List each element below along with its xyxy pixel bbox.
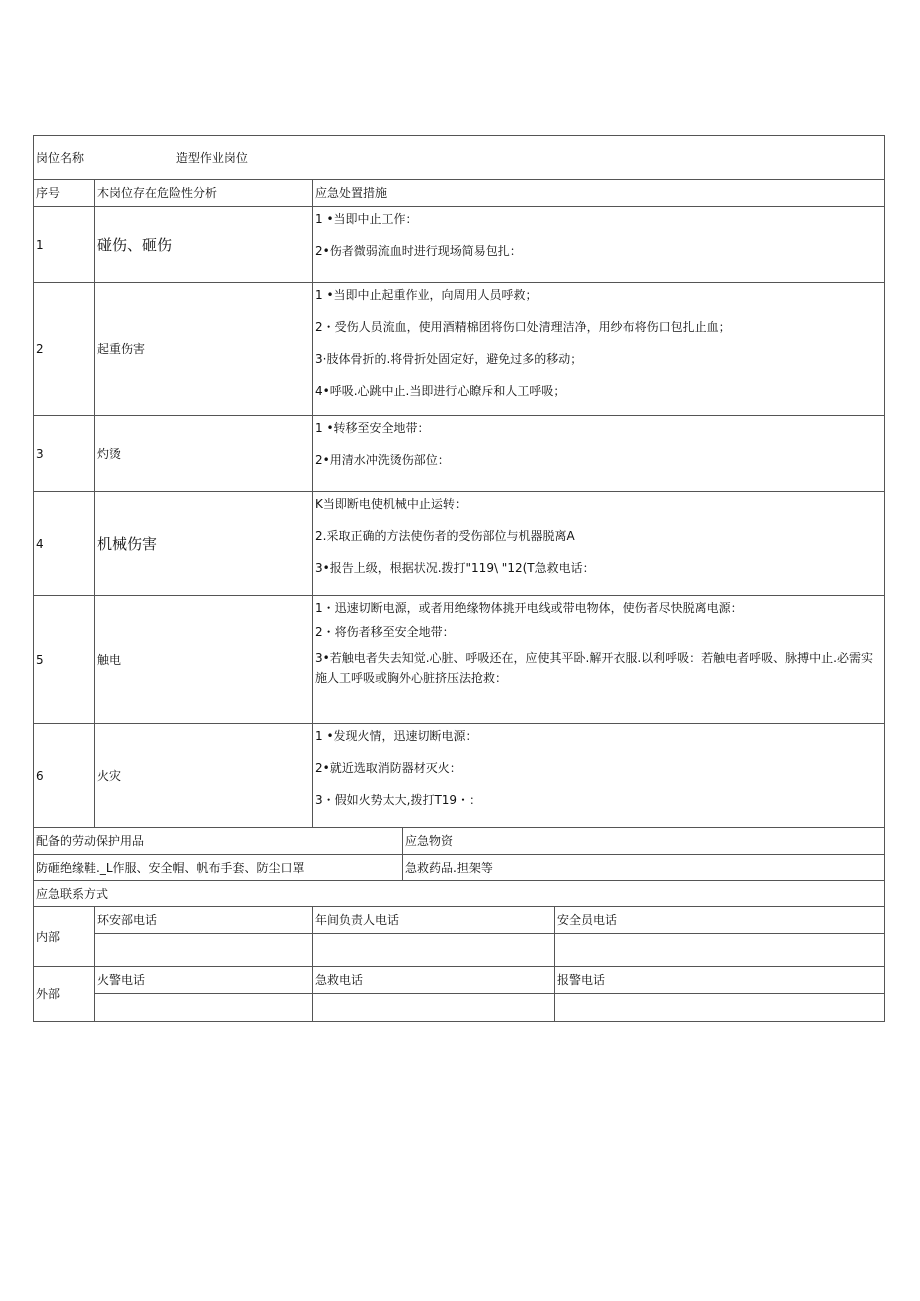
post-row	[34, 136, 885, 180]
measure-item: 2・受伤人员流血，使用酒精棉团将伤口处清理洁净，用纱布将伤口包扎止血；	[315, 320, 731, 334]
measure-item: 3•报告上级，根据状况.拨打"119\ "12(T急救电话：	[315, 561, 595, 575]
post-value: 造型作业岗位	[175, 150, 248, 165]
measure-item: 2•伤者微弱流血时进行现场简易包扎：	[315, 244, 522, 258]
resources-label-row	[34, 828, 885, 855]
hazard-header: 木岗位存在危险性分析	[95, 180, 313, 207]
measure-item: 1 •发现火情，迅速切断电源：	[315, 729, 478, 743]
emergency-table	[33, 135, 885, 1022]
measure-item: 2•就近选取消防器材灭火：	[315, 761, 462, 775]
row-hazard: 起重伤害	[95, 283, 313, 416]
ppe-label: 配备的劳动保护用品	[34, 828, 403, 855]
external-contacts-row	[34, 967, 885, 994]
contacts-title: 应急联系方式	[34, 881, 885, 907]
supplies-value: 急救药品.担架等	[403, 855, 885, 881]
row-measures	[313, 724, 885, 828]
row-seq: 2	[34, 283, 95, 416]
row-seq: 4	[34, 492, 95, 596]
contact-value-cell	[313, 934, 555, 967]
contact-col-label: 环安部电话	[95, 907, 313, 934]
measure-item: 1 •转移至安全地带：	[315, 421, 430, 435]
contact-value-cell	[555, 994, 885, 1022]
contact-col-label: 年间负责人电话	[313, 907, 555, 934]
internal-values-row	[34, 934, 885, 967]
row-seq: 6	[34, 724, 95, 828]
internal-contacts-row	[34, 907, 885, 934]
measure-item: 1 •当即中止工作：	[315, 212, 418, 226]
measure-item: 3·肢体骨折的.将骨折处固定好，避免过多的移动；	[315, 352, 583, 366]
row-measures	[313, 492, 885, 596]
row-seq: 1	[34, 207, 95, 283]
contact-col-label: 火警电话	[95, 967, 313, 994]
row-measures	[313, 416, 885, 492]
contact-value-cell	[95, 994, 313, 1022]
contact-value-cell	[95, 934, 313, 967]
hazard-row	[34, 724, 885, 828]
row-seq: 3	[34, 416, 95, 492]
row-measures	[313, 283, 885, 416]
hazard-row	[34, 207, 885, 283]
row-hazard: 碰伤、砸伤	[95, 207, 313, 283]
supplies-label: 应急物资	[403, 828, 885, 855]
measure-item: 2•用清水冲洗烫伤部位：	[315, 453, 450, 467]
contact-col-label: 安全员电话	[555, 907, 885, 934]
contact-value-cell	[555, 934, 885, 967]
ppe-value: 防砸绝缘鞋._L作服、安全帽、帆布手套、防尘口罩	[34, 855, 403, 881]
contacts-title-row	[34, 881, 885, 907]
hazard-row	[34, 416, 885, 492]
resources-value-row	[34, 855, 885, 881]
row-hazard: 火灾	[95, 724, 313, 828]
measure-item: K当即断电使机械中止运转：	[315, 497, 467, 511]
row-hazard: 触电	[95, 596, 313, 724]
emergency-card	[33, 135, 884, 1022]
post-cell	[34, 136, 885, 180]
row-measures	[313, 596, 885, 724]
row-hazard: 灼烫	[95, 416, 313, 492]
contact-value-cell	[313, 994, 555, 1022]
seq-header: 序号	[34, 180, 95, 207]
measure-item: 1・迅速切断电源，或者用绝缘物体挑开电线或带电物体，使伤者尽快脱离电源：	[315, 601, 743, 615]
measure-item: 2・将伤者移至安全地带：	[315, 625, 455, 639]
hazard-row	[34, 492, 885, 596]
row-measures	[313, 207, 885, 283]
column-header-row	[34, 180, 885, 207]
row-hazard: 机械伤害	[95, 492, 313, 596]
contact-col-label: 报警电话	[555, 967, 885, 994]
row-seq: 5	[34, 596, 95, 724]
post-label: 岗位名称	[36, 150, 85, 165]
internal-label: 内部	[34, 907, 95, 967]
external-label: 外部	[34, 967, 95, 1022]
hazard-row	[34, 283, 885, 416]
external-values-row	[34, 994, 885, 1022]
measure-item: 2.采取正确的方法使伤者的受伤部位与机器脱离A	[315, 529, 575, 543]
measure-item: 3・假如火势太大,拨打T19・：	[315, 793, 482, 807]
measures-clip	[315, 600, 882, 720]
measure-item: 4•呼吸.心跳中止.当即进行心瞭斥和人工呼吸；	[315, 384, 566, 398]
hazard-row	[34, 596, 885, 724]
measure-item: 3•若触电者失去知觉.心脏、呼吸还在，应使其平卧.解开衣服.以利呼吸：若触电者呼吸、脉搏中止.必需实施人工呼吸或胸外心脏挤压法抢救：	[315, 651, 873, 685]
contact-col-label: 急救电话	[313, 967, 555, 994]
measures-header: 应急处置措施	[313, 180, 885, 207]
measure-item: 1 •当即中止起重作业，向周用人员呼救；	[315, 288, 538, 302]
